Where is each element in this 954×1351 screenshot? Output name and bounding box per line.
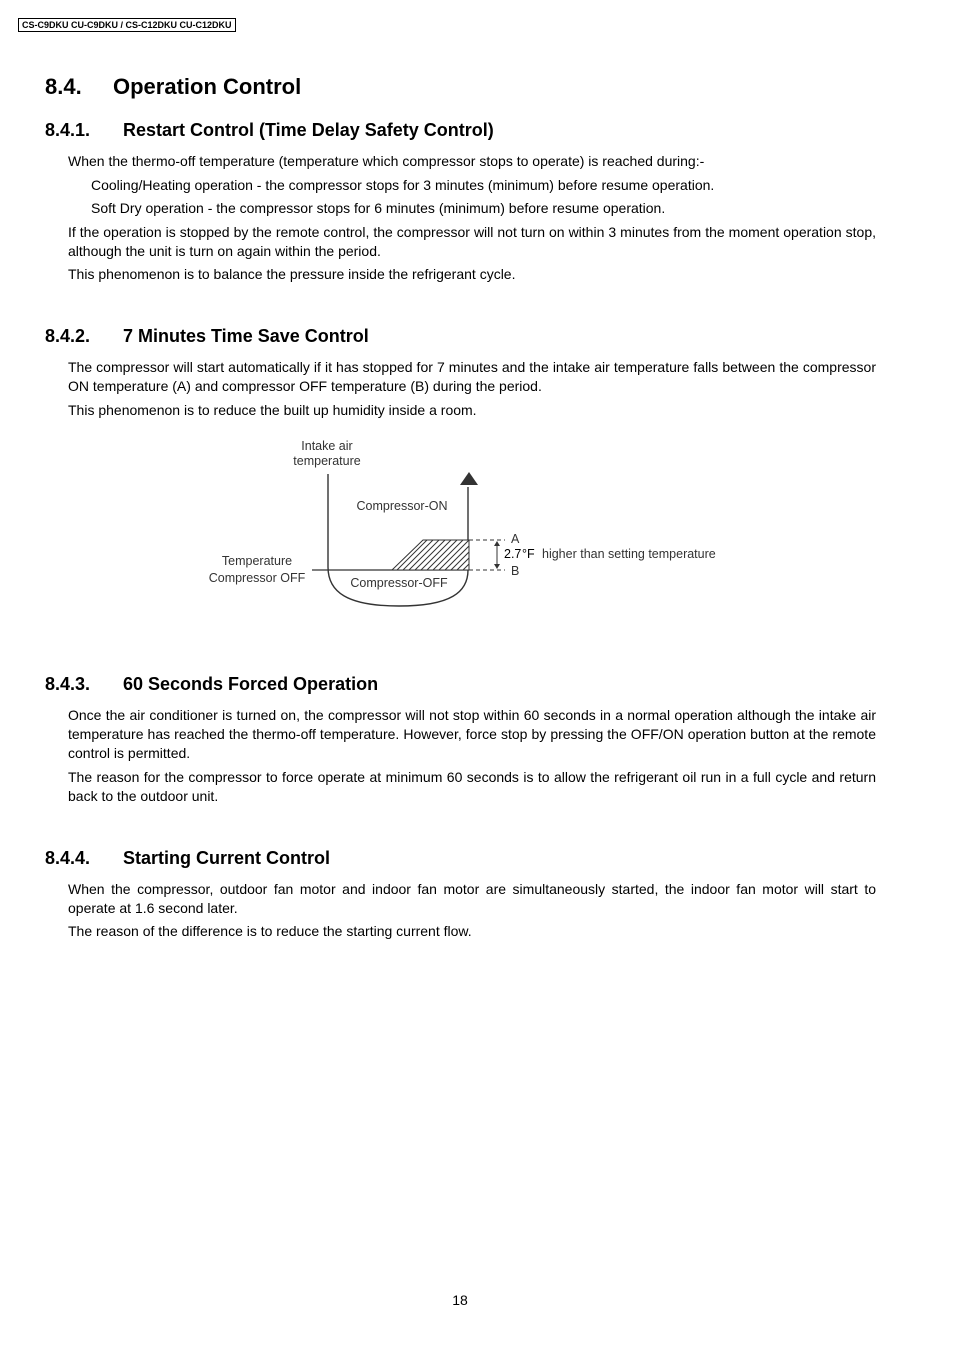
subsection-title-time-save-control xyxy=(45,326,369,347)
section-number: 8.4. xyxy=(45,74,82,99)
subsection-title-starting-current xyxy=(45,848,330,869)
subsection-number: 8.4.3. xyxy=(45,674,91,694)
temperature-label-line2: Compressor OFF xyxy=(208,571,306,585)
subsection-number: 8.4.2. xyxy=(45,326,91,346)
subsection-title-text: 7 Minutes Time Save Control xyxy=(123,326,369,346)
subsection-number: 8.4.1. xyxy=(45,120,91,140)
point-a-label: A xyxy=(511,532,520,546)
paragraph: The compressor will start automatically if it has stopped for 7 minutes and the intake air temperature falls between the compressor ON temperature (A) and compressor OFF temperature (B) during the period. xyxy=(68,359,876,394)
compressor-on-label: Compressor-ON xyxy=(356,499,448,513)
paragraph: Soft Dry operation - the compressor stops for 6 minutes (minimum) before resume operation. xyxy=(91,200,666,216)
paragraph: When the thermo-off temperature (temperature which compressor stops to operate) is reached during:- xyxy=(68,153,705,169)
y-axis-label-line2: temperature xyxy=(293,454,361,468)
model-label: CS-C9DKU CU-C9DKU / CS-C12DKU CU-C12DKU xyxy=(18,18,236,32)
section-title xyxy=(45,74,301,100)
section-title-text: Operation Control xyxy=(113,74,302,99)
delta-unit: °F xyxy=(522,547,535,561)
time-save-diagram xyxy=(195,432,735,612)
paragraph: The reason for the compressor to force operate at minimum 60 seconds is to allow the refrigerant oil run in a full cycle and return back to the outdoor unit. xyxy=(68,769,876,804)
paragraph: Cooling/Heating operation - the compressor stops for 3 minutes (minimum) before resume operation. xyxy=(91,177,715,193)
subsection-title-text: Restart Control (Time Delay Safety Control) xyxy=(123,120,494,140)
arrow-up-small-icon xyxy=(494,541,500,546)
temperature-label-line1: Temperature xyxy=(221,554,293,568)
page-number: 18 xyxy=(452,1292,468,1308)
paragraph: When the compressor, outdoor fan motor and indoor fan motor are simultaneously started, the indoor fan motor will start to operate at 1.6 second later. xyxy=(68,881,876,916)
compressor-off-label: Compressor-OFF xyxy=(350,576,448,590)
subsection-title-text: 60 Seconds Forced Operation xyxy=(123,674,379,694)
subsection-title-restart-control xyxy=(45,120,494,141)
delta-note: higher than setting temperature xyxy=(542,547,716,561)
delta-value: 2.7 xyxy=(504,547,522,561)
paragraph: This phenomenon is to reduce the built up humidity inside a room. xyxy=(68,402,477,418)
paragraph: The reason of the difference is to reduce the starting current flow. xyxy=(68,923,472,939)
y-axis-label-line1: Intake air xyxy=(301,439,353,453)
arrow-down-small-icon xyxy=(494,564,500,569)
subsection-number: 8.4.4. xyxy=(45,848,91,868)
paragraph: Once the air conditioner is turned on, the compressor will not stop within 60 seconds in a normal operation although the intake air temperature has reached the thermo-off temperature. However, force stop by pressing the OFF/ON operation button at the remote control is permitted. xyxy=(68,707,876,761)
subsection-title-text: Starting Current Control xyxy=(123,848,330,868)
paragraph: This phenomenon is to balance the pressure inside the refrigerant cycle. xyxy=(68,266,516,282)
subsection-title-forced-operation xyxy=(45,674,378,695)
arrow-up-icon xyxy=(460,472,478,485)
point-b-label: B xyxy=(511,564,520,578)
paragraph: If the operation is stopped by the remote control, the compressor will not turn on within 3 minutes from the moment operation stop, although the unit is turn on again within the period. xyxy=(68,224,876,259)
